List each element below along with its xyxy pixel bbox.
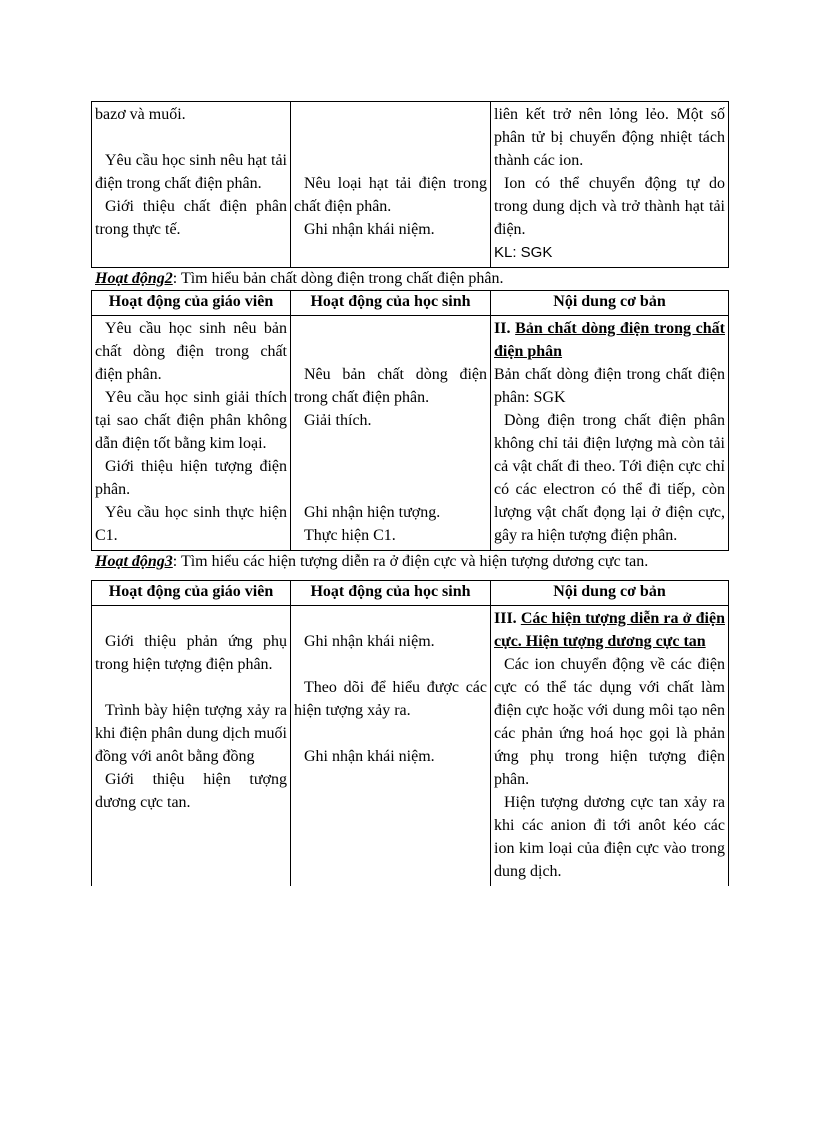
header-teacher: Hoạt động của giáo viên	[92, 291, 291, 316]
text-paragraph: Nêu bản chất dòng điện trong chất điện phân.	[294, 366, 487, 406]
text-paragraph: Ghi nhận hiện tượng.	[304, 504, 441, 521]
text-paragraph: Ion có thể chuyển động tự do trong dung dịch và trở thành hạt tải điện.	[494, 175, 725, 238]
text-paragraph: Giới thiệu phản ứng phụ trong hiện tượng điện phân.	[95, 633, 287, 673]
text-paragraph: Thực hiện C1.	[304, 527, 396, 544]
text-paragraph: Yêu cầu học sinh giải thích tại sao chất điện phân không dẫn điện tốt bằng kim loại.	[95, 389, 287, 452]
text-paragraph: Giới thiệu chất điện phân trong thực tế.	[95, 198, 287, 238]
text-paragraph: Dòng điện trong chất điện phân không chỉ tải điện lượng mà còn tải cả vật chất đi theo. Tới điện cực chỉ có các electron có thể đi tiếp, còn lượng vật chất đọng lại ở điện cực, gây ra hiện tượng điện phân.	[494, 412, 725, 544]
text-paragraph: Theo dõi để hiểu được các hiện tượng xảy ra.	[294, 679, 487, 719]
text-line: KL: SGK	[494, 244, 553, 261]
text-paragraph: liên kết trở nên lỏng lẻo. Một số phân tử bị chuyển động nhiệt tách thành các ion.	[494, 106, 725, 169]
student-cell	[291, 316, 491, 551]
text-paragraph: Hiện tượng dương cực tan xảy ra khi các anion đi tới anôt kéo các ion kim loại của điện cực vào trong dung dịch.	[494, 794, 725, 880]
header-teacher: Hoạt động của giáo viên	[92, 581, 291, 606]
text-paragraph: Ghi nhận khái niệm.	[304, 748, 435, 765]
header-content: Nội dung cơ bản	[491, 581, 729, 606]
text-paragraph: Yêu cầu học sinh thực hiện C1.	[95, 504, 287, 544]
table-activity-3	[91, 580, 729, 886]
activity-heading	[91, 551, 728, 573]
text-paragraph: Ghi nhận khái niệm.	[304, 633, 435, 650]
content-cell	[491, 606, 729, 887]
text-paragraph: Trình bày hiện tượng xảy ra khi điện phân dung dịch muối đồng với anôt bằng đồng	[95, 702, 287, 765]
content-cell	[491, 316, 729, 551]
document-page	[91, 101, 728, 886]
table-activity-2	[91, 290, 729, 551]
text-line: bazơ và muối.	[95, 106, 186, 123]
activity-label: Hoạt động2	[95, 270, 173, 287]
activity-heading	[91, 268, 728, 290]
text-paragraph: Giới thiệu hiện tượng điện phân.	[95, 458, 287, 498]
header-student: Hoạt động của học sinh	[291, 291, 491, 316]
text-paragraph: Yêu cầu học sinh nêu hạt tải điện trong chất điện phân.	[95, 152, 287, 192]
activity-label: Hoạt động3	[95, 553, 173, 570]
section-title: II. Bản chất dòng điện trong chất điện phân	[494, 320, 726, 360]
text-paragraph: Ghi nhận khái niệm.	[304, 221, 435, 238]
text-paragraph: Nêu loại hạt tải điện trong chất điện phân.	[294, 175, 487, 215]
header-student: Hoạt động của học sinh	[291, 581, 491, 606]
table-header-row	[92, 581, 729, 606]
activity-text: : Tìm hiểu bản chất dòng điện trong chất điện phân.	[172, 270, 504, 287]
teacher-cell	[92, 102, 291, 268]
section-title: III. Các hiện tượng diễn ra ở điện cực. Hiện tượng dương cực tan	[494, 610, 725, 650]
teacher-cell	[92, 606, 291, 887]
table-row	[92, 102, 729, 268]
table-header-row	[92, 291, 729, 316]
table-continuation	[91, 101, 729, 268]
text-paragraph: Giải thích.	[304, 412, 372, 429]
text-paragraph: Giới thiệu hiện tượng dương cực tan.	[95, 771, 287, 811]
header-content: Nội dung cơ bản	[491, 291, 729, 316]
activity-text: : Tìm hiểu các hiện tượng diễn ra ở điện cực và hiện tượng dương cực tan.	[172, 553, 649, 570]
teacher-cell	[92, 316, 291, 551]
table-row	[92, 606, 729, 887]
student-cell	[291, 606, 491, 887]
text-paragraph: Bản chất dòng điện trong chất điện phân: SGK	[494, 366, 725, 406]
text-paragraph: Các ion chuyển động về các điện cực có thể tác dụng với chất làm điện cực hoặc với dung môi tạo nên các phản ứng hoá học gọi là phản ứng phụ trong hiện tượng điện phân.	[494, 656, 725, 788]
content-cell	[491, 102, 729, 268]
table-row	[92, 316, 729, 551]
student-cell	[291, 102, 491, 268]
text-paragraph: Yêu cầu học sinh nêu bản chất dòng điện trong chất điện phân.	[95, 320, 287, 383]
